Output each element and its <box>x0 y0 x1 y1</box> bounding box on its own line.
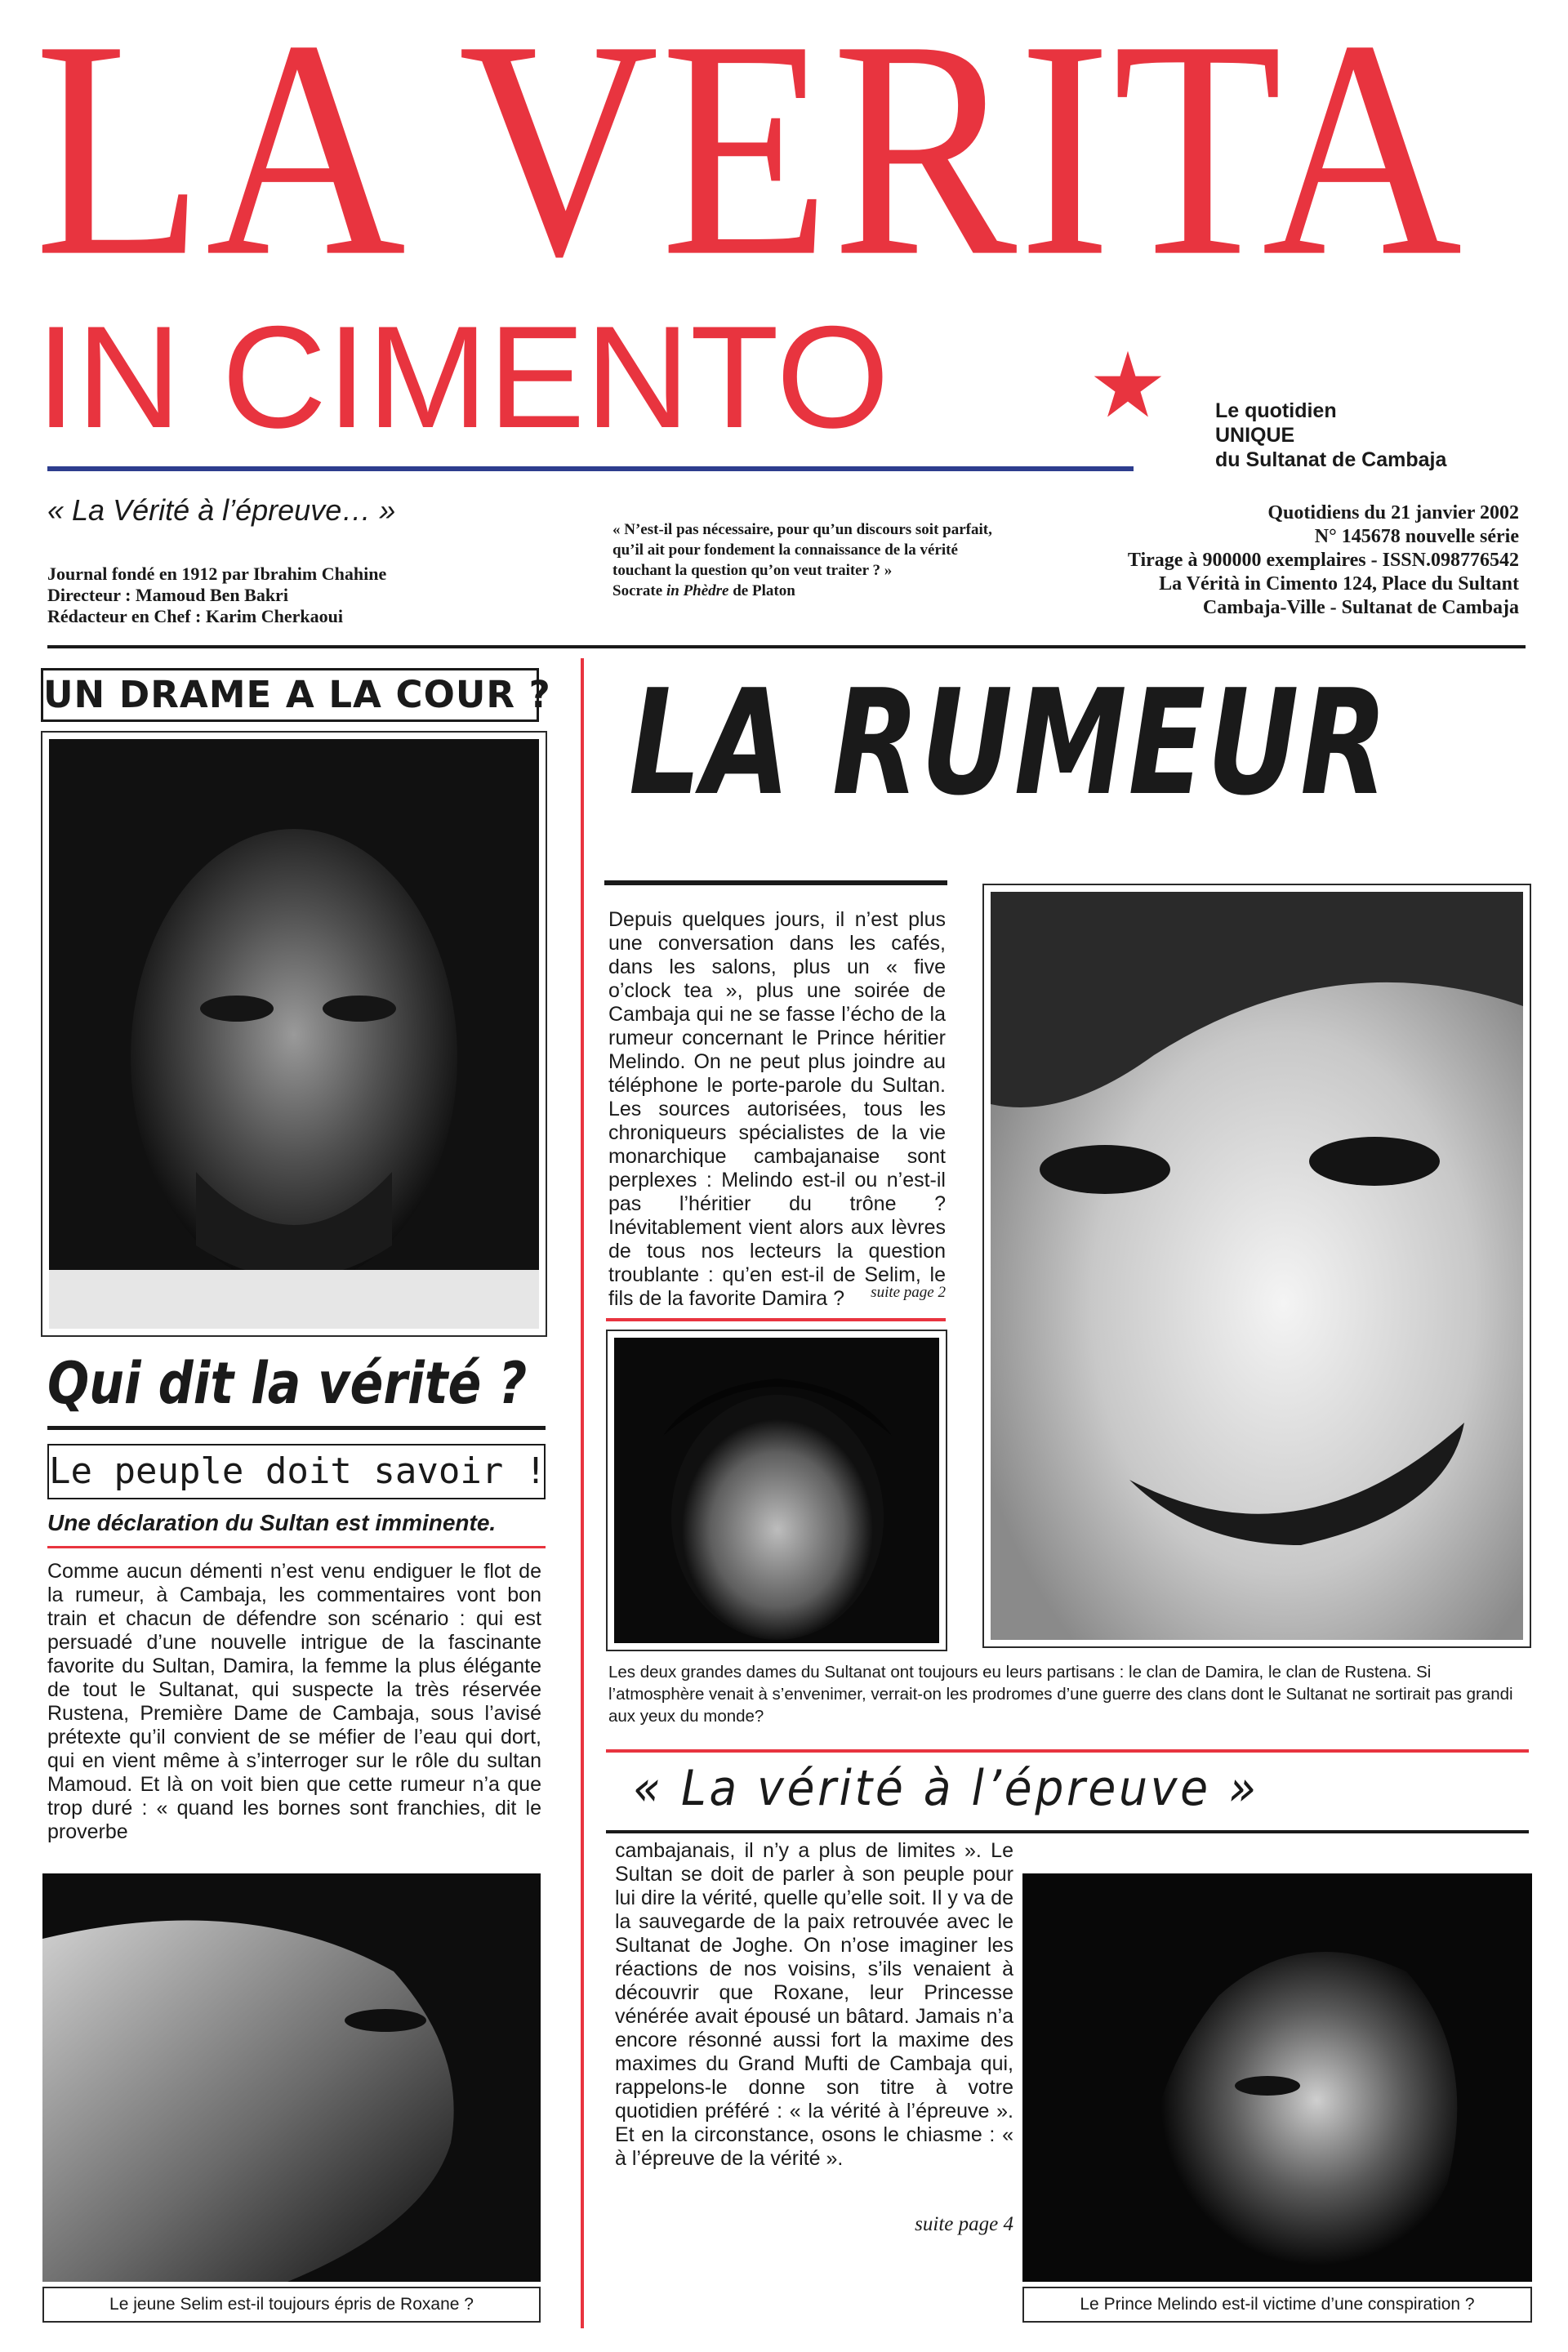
pub-address: La Vérità in Cimento 124, Place du Sultant <box>1159 573 1519 595</box>
selim-photo <box>42 1873 541 2282</box>
daily-line: UNIQUE <box>1215 424 1295 447</box>
woman-eyes-closed-image <box>614 1338 939 1643</box>
dames-caption: Les deux grandes dames du Sultanat ont toujours eu leurs partisans : le clan de Damira, le clan de Rustena. Si l’atmosphère venait à s’envenimer, verrait-on les prodromes d’une guerre des clans dont le Sultanat ne sortirait pas grandi aux yeux du monde? <box>608 1663 1513 1726</box>
woman-eyes-closed-photo-frame <box>606 1330 947 1651</box>
declaration-rule <box>47 1546 546 1548</box>
pub-number: N° 145678 nouvelle série <box>1314 526 1519 547</box>
credits <box>47 564 386 627</box>
quote-author: Socrate <box>612 582 663 599</box>
verite-article-body: cambajanais, il n’y a plus de limites ». Le Sultan se doit de parler à son peuple pour lui dire la vérité, quelle qu’elle soit. Il y va de la sauvegarde de la paix retrouvée avec le Sultanat de Joghe. On n’ose imaginer les réactions de nos voisins, s’ils venaient à découvrir que Roxane, leur Princesse vénérée avait épousé un bâtard. Jamais n’a encore résonné aussi fort la maxime des maximes du Grand Mufti de Cambaja qui, rappelons-le donne son titre à votre quotidien préféré : « la vérité à l’épreuve ». Et en la circonstance, osons le chiasme : « à l’épreuve de la vérité ». <box>615 1839 1013 2170</box>
editor-line: Rédacteur en Chef : Karim Cherkaoui <box>47 606 343 626</box>
pub-print: Tirage à 900000 exemplaires - ISSN.098776542 <box>1127 550 1519 571</box>
suite-page-4: suite page 4 <box>915 2213 1013 2235</box>
rumeur-article-body: Depuis quelques jours, il n’est plus une conversation dans les cafés, dans les salons, plus un « five o’clock tea », plus une soirée de Cambaja qui ne se fasse l’écho de la rumeur concernant le Prince héritier Melindo. On ne peut plus joindre au téléphone le porte-parole du Sultan. Les sources autorisées, tous les chroniqueurs spécialistes de la vie monarchique cambajanaise sont perplexes : Melindo est-il ou n’est-il pas l’héritier du trône ? Inévitablement vient alors aux lèvres de tous nos lecteurs la question troublante : qu’en est-il de Selim, le fils de la favorite Damira ? <box>608 908 946 1310</box>
daily-line: Le quotidien <box>1215 399 1337 422</box>
socrates-quote <box>612 519 1013 601</box>
rumeur-rule <box>604 880 947 885</box>
quote-by: de Platon <box>733 582 795 599</box>
star-icon <box>1093 350 1163 420</box>
melindo-caption: Le Prince Melindo est-il victime d’une conspiration ? <box>1022 2287 1532 2323</box>
verite-red-rule <box>606 1749 1529 1753</box>
drame-headline: UN DRAME A LA COUR ? <box>41 668 539 722</box>
masthead-rule <box>47 466 1134 471</box>
director-line: Directeur : Mamoud Ben Bakri <box>47 585 288 605</box>
pub-address: Cambaja-Ville - Sultanat de Cambaja <box>1202 597 1519 618</box>
rumeur-headline: LA RUMEUR <box>629 658 1389 827</box>
masthead-title: LA VERITA <box>34 0 1464 321</box>
selim-caption: Le jeune Selim est-il toujours épris de Roxane ? <box>42 2287 541 2323</box>
masthead-subtitle: IN CIMENTO <box>36 296 889 458</box>
left-article-body: Comme aucun démenti n’est venu endiguer le flot de la rumeur, à Cambaja, les commentaires vont bon train et chacun de défendre son scénario : qui est persuadé d’une nouvelle intrigue de la fascinante favorite du Sultan, Damira, la femme la plus élégante de tout le Sultanat, qui suspecte la très réservée Rustena, Première Dame de Cambaja, sous l’avisé prétexte qu’il convient de se méfier de l’eau qui dort, qui en vient même à s’interroger sur le rôle du sultan Mamoud. Et là on voit bien que cette rumeur n’a que trop duré : « quand les bornes sont franchies, dit le proverbe <box>47 1560 541 1843</box>
peuple-box: Le peuple doit savoir ! <box>47 1444 546 1499</box>
man-photo-frame <box>41 731 547 1337</box>
woman-smile-photo-frame <box>982 884 1531 1648</box>
pub-date: Quotidiens du 21 janvier 2002 <box>1267 502 1519 523</box>
melindo-photo <box>1022 1873 1532 2282</box>
daily-line: du Sultanat de Cambaja <box>1215 448 1447 471</box>
column-divider <box>581 658 584 2328</box>
publication-info <box>1029 501 1519 620</box>
rumeur-red-rule <box>606 1318 946 1321</box>
qui-headline: Qui dit la vérité ? <box>47 1350 528 1417</box>
verite-rule <box>606 1830 1529 1833</box>
man-portrait-image <box>49 739 539 1329</box>
founded-line: Journal fondé en 1912 par Ibrahim Chahine <box>47 564 387 584</box>
motto: « La Vérité à l’épreuve… » <box>47 493 396 527</box>
quote-source: in Phèdre <box>666 582 729 599</box>
quote-text: « N’est-il pas nécessaire, pour qu’un discours soit parfait, qu’il ait pour fondement la connaissance de la vérité touchant la question qu’on veut traiter ? » <box>612 521 992 579</box>
qui-rule <box>47 1426 546 1430</box>
header-rule <box>47 645 1526 648</box>
woman-smile-image <box>991 892 1523 1640</box>
daily-tagline <box>1215 399 1550 472</box>
declaration-subhead: Une déclaration du Sultan est imminente. <box>47 1510 497 1535</box>
verite-headline: « La vérité à l’épreuve » <box>633 1760 1259 1817</box>
suite-page-2: suite page 2 <box>871 1284 946 1301</box>
